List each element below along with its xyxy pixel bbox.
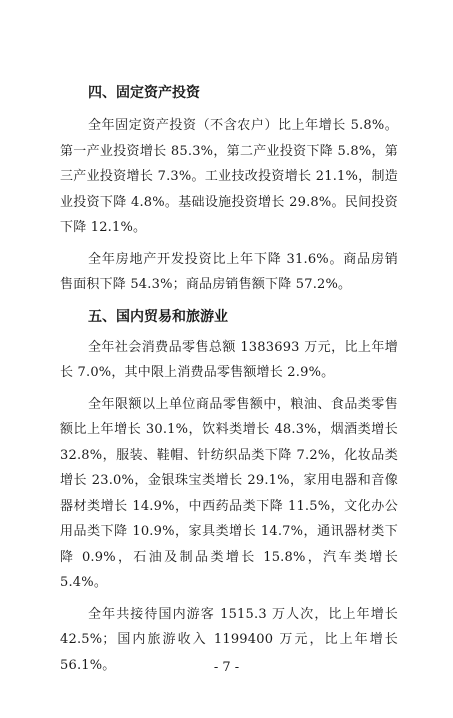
section-heading-domestic-trade-tourism: 五、国内贸易和旅游业 [88, 308, 228, 325]
paragraph-retail-sales-total: 全年社会消费品零售总额 1383693 万元，比上年增长 7.0%，其中限上消费品零售额增长 2.9%。 [60, 339, 398, 380]
paragraph-fixed-asset-investment: 全年固定资产投资（不含农户）比上年增长 5.8%。第一产业投资增长 85.3%，第二产业投资下降 5.8%，第三产业投资增长 7.3%。工业技改投资增长 21.1%，制造业投资下降 4.8%。基础设施投资增长 29.8%。民间投资下降 12.1%。 [60, 118, 398, 235]
document-body [60, 80, 398, 678]
paragraph-domestic-tourism: 全年共接待国内游客 1515.3 万人次，比上年增长 42.5%；国内旅游收入 1199400 万元，比上年增长 56.1%。 [60, 606, 398, 673]
section-heading-fixed-asset-investment: 四、固定资产投资 [88, 85, 200, 101]
paragraph-retail-sales-by-category: 全年限额以上单位商品零售额中，粮油、食品类零售额比上年增长 30.1%，饮料类增长 48.3%，烟酒类增长 32.8%，服装、鞋帽、针纺织品类下降 7.2%，化妆品类增长 23.0%，金银珠宝类增长 29.1%，家用电器和音像器材类增长 14.9%，中西药品类下降 11.5%，文化办公用品类下降 10.9%，家具类增长 14.7%，通讯器材类下降 0.9%，石油及制品类增长 15.8%，汽车类增长 5.4%。 [60, 396, 398, 590]
paragraph-real-estate-investment: 全年房地产开发投资比上年下降 31.6%。商品房销售面积下降 54.3%；商品房销售额下降 57.2%。 [60, 251, 398, 292]
page-number: - 7 - [213, 660, 240, 675]
